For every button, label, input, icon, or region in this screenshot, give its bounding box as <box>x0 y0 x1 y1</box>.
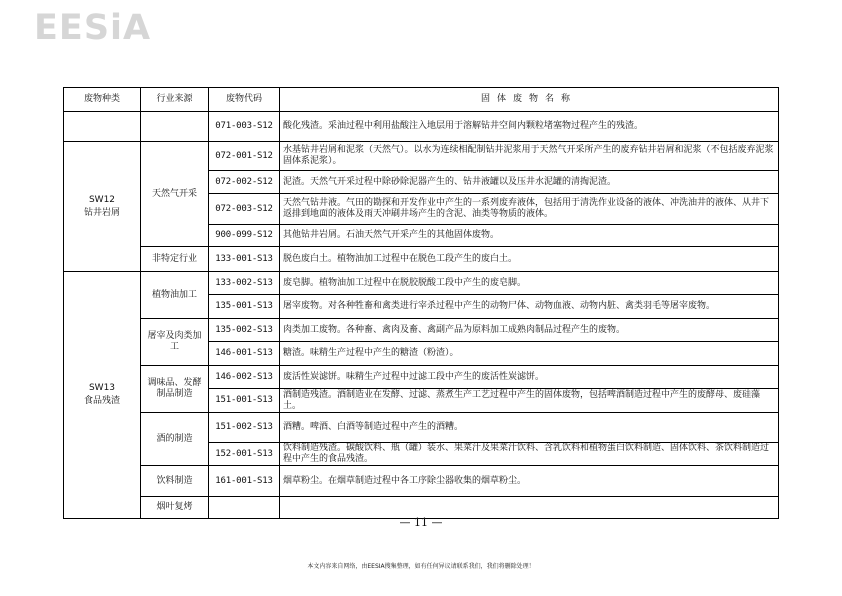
table-row <box>64 366 779 389</box>
waste-code: 072-003-S12 <box>209 194 280 225</box>
waste-description: 酒糟。啤酒、白酒等制造过程中产生的酒糟。 <box>280 413 779 443</box>
waste-code: 161-001-S13 <box>209 466 280 497</box>
waste-table <box>63 87 779 519</box>
category-cell-sw12 <box>64 142 141 272</box>
waste-description: 屠宰废物。对各种牲畜和禽类进行宰杀过程中产生的动物尸体、动物血液、动物内脏、禽类羽毛等屠宰废物。 <box>280 295 779 319</box>
industry-cell-empty <box>141 112 209 142</box>
waste-description: 水基钻井岩屑和泥浆（天然气）。以水为连续相配制钻井泥浆用于天然气开采所产生的废弃钻井岩屑和泥浆（不包括废弃泥浆固体系泥浆）。 <box>280 142 779 171</box>
waste-description: 天然气钻井液。气田的勘探和开发作业中产生的一系列废弃液体，包括用于清洗作业设备的液体、冲洗油井的液体、从井下返排到地面的液体及雨天冲刷井场产生的含泥、油类等物质的液体。 <box>280 194 779 225</box>
industry-cell-slaughter: 屠宰及肉类加工 <box>141 319 209 366</box>
waste-code: 151-001-S13 <box>209 389 280 413</box>
category-name: 钻井岩屑 <box>83 207 120 218</box>
page-number: — 11 — <box>399 516 443 529</box>
table-row <box>64 112 779 142</box>
industry-cell-nonspecific: 非特定行业 <box>141 247 209 272</box>
industry-cell-vegoil: 植物油加工 <box>141 272 209 319</box>
table-row <box>64 272 779 295</box>
waste-description: 酸化残渣。采油过程中利用盐酸注入地层用于溶解钻井空间内颗粒堵塞物过程产生的残渣。 <box>280 112 779 142</box>
waste-code: 151-002-S13 <box>209 413 280 443</box>
waste-code: 135-001-S13 <box>209 295 280 319</box>
category-cell-sw13 <box>64 272 141 519</box>
industry-cell-tobacco: 烟叶复烤 <box>141 497 209 519</box>
table-row <box>64 247 779 272</box>
table-header-row <box>64 88 779 112</box>
waste-code: 071-003-S12 <box>209 112 280 142</box>
waste-code: 133-001-S13 <box>209 247 280 272</box>
header-industry-source: 行业来源 <box>141 88 209 112</box>
waste-description: 其他钻井岩屑。石油天然气开采产生的其他固体废物。 <box>280 225 779 247</box>
table-row <box>64 142 779 171</box>
category-name: 食品残渣 <box>83 396 120 406</box>
table-row <box>64 319 779 342</box>
waste-code: 133-002-S13 <box>209 272 280 295</box>
footer-disclaimer: 本文内容来自网络，由EESIA搜集整理，如有任何异议请联系我们，我们将删除处理！ <box>307 563 535 570</box>
waste-description: 烟草粉尘。在烟草制造过程中各工序除尘器收集的烟草粉尘。 <box>280 466 779 497</box>
waste-description: 废活性炭滤饼。味精生产过程中过滤工段中产生的废活性炭滤饼。 <box>280 366 779 389</box>
industry-cell-beverage: 饮料制造 <box>141 466 209 497</box>
waste-code: 146-002-S13 <box>209 366 280 389</box>
waste-description: 饮料制造残渣。碳酸饮料、瓶（罐）装水、果菜汁及果菜汁饮料、含乳饮料和植物蛋白饮料制造、固体饮料、茶饮料制造过程中产生的食品残渣。 <box>280 443 779 466</box>
waste-description: 废皂脚。植物油加工过程中在脱胶脱酸工段中产生的废皂脚。 <box>280 272 779 295</box>
industry-cell-wine: 酒的制造 <box>141 413 209 466</box>
waste-code: 146-001-S13 <box>209 342 280 366</box>
waste-code: 152-001-S13 <box>209 443 280 466</box>
waste-code: 072-001-S12 <box>209 142 280 171</box>
waste-description: 泥渣。天然气开采过程中除砂除泥器产生的、钻井液罐以及压井水泥罐的清掏泥渣。 <box>280 171 779 194</box>
waste-code: 072-002-S12 <box>209 171 280 194</box>
waste-code: 135-002-S13 <box>209 319 280 342</box>
category-cell-empty <box>64 112 141 142</box>
header-waste-code: 废物代码 <box>209 88 280 112</box>
table-row <box>64 466 779 497</box>
category-code: SW12 <box>88 194 116 205</box>
waste-description: 酒制造残渣。酒制造业在发酵、过滤、蒸煮生产工艺过程中产生的固体废物，包括啤酒制造过程中产生的废酵母、废硅藻土。 <box>280 389 779 413</box>
waste-code: 900-099-S12 <box>209 225 280 247</box>
waste-description: 脱色废白土。植物油加工过程中在脱色工段产生的废白土。 <box>280 247 779 272</box>
header-waste-name: 固体废物名称 <box>280 88 779 112</box>
eesia-logo: EESiA <box>34 8 152 48</box>
industry-cell-gas: 天然气开采 <box>141 142 209 247</box>
table-row <box>64 413 779 443</box>
header-waste-type: 废物种类 <box>64 88 141 112</box>
industry-cell-condiment: 调味品、发酵制品制造 <box>141 366 209 413</box>
waste-description: 肉类加工废物。各种畜、禽肉及畜、禽副产品为原料加工成熟肉制品过程产生的废物。 <box>280 319 779 342</box>
waste-description: 糖渣。味精生产过程中产生的糖渣（粉渣）。 <box>280 342 779 366</box>
category-code: SW13 <box>88 383 116 393</box>
